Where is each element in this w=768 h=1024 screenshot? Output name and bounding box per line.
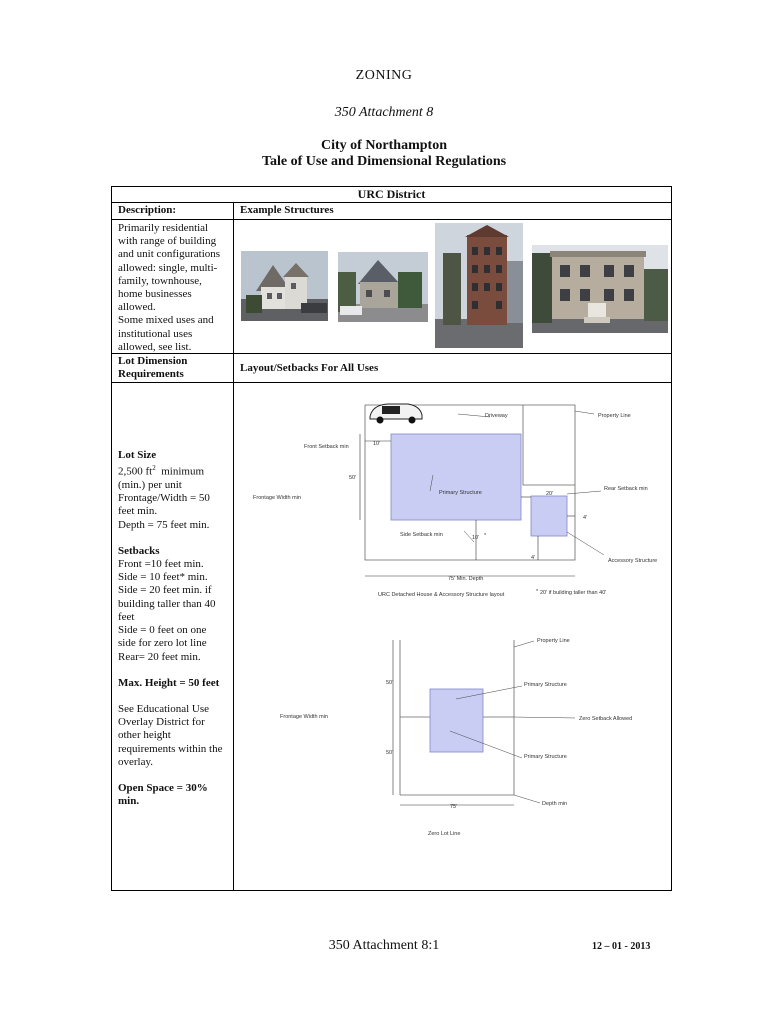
zero-lot-line-caption: Zero Lot Line [428, 831, 461, 837]
chapter-title: ZONING [355, 68, 413, 83]
city-title: City of Northampton [321, 138, 447, 153]
district-title: URC District [357, 187, 426, 201]
rear-setback-dim: 20' [546, 491, 554, 497]
primary-structure-rect [391, 434, 521, 520]
max-height: Max. Height = 50 feet [118, 676, 220, 689]
side-setback-asterisk: * [484, 533, 487, 539]
setbacks-title: Setbacks [118, 544, 160, 557]
accessory-structure-label: Accessory Structure [608, 558, 658, 564]
example-photo-house-2 [338, 252, 428, 322]
footnote-asterisk: * [536, 589, 539, 595]
front-setback-dim: 10' [373, 441, 381, 447]
accessory-rear-dim: 4' [531, 555, 536, 561]
side-setback-dim: 10' [472, 535, 480, 541]
frontage-width-label: Frontage Width min [280, 714, 328, 720]
front-setback-label: Front Setback min [304, 444, 349, 450]
diagram-caption: URC Detached House & Accessory Structure layout [378, 592, 505, 598]
lot-width-dim-top: 50' [386, 680, 394, 686]
row-divider [112, 382, 671, 383]
table-title: Tale of Use and Dimensional Regulations [261, 154, 507, 169]
zero-setback-label: Zero Setback Allowed [579, 716, 633, 722]
example-photo-apartment-tower [435, 223, 523, 348]
accessory-side-dim: 4' [583, 515, 588, 521]
page-number: 350 Attachment 8:1 [328, 938, 440, 953]
layout-header: Layout/Setbacks For All Uses [240, 362, 379, 374]
open-space: Open Space = 30% [118, 781, 208, 794]
row-divider [112, 219, 671, 220]
detached-house-layout-diagram [240, 395, 670, 610]
car-icon [370, 404, 422, 424]
min-depth-label: 75' Min. Depth [448, 576, 484, 582]
lot-size-title: Lot Size [118, 449, 157, 461]
property-line-label: Property Line [598, 413, 631, 419]
column-divider [233, 202, 234, 890]
primary-structure-label: Primary Structure [439, 490, 482, 496]
requirements-text: Lot Size 2,500 $ft^2$ minimum (min.) per unit Frontage/Width = 50 feet min. Depth = 75 feet min. Setbacks Front =10 feet min. Side = 10 feet* min. Side = 20 feet min. if building taller than 40 feet Side = 0 feet on one side for zero lot line Rear= 20 feet min. Max. Height = 50 feet See Educational Use Overlay District for other height requirements within the overlay. Open Space = 30% min. [118, 449, 232, 808]
example-photo-multifamily [532, 245, 668, 333]
rear-setback-label: Rear Setback min [604, 486, 648, 492]
depth-min-label: Depth min [542, 801, 568, 807]
lot-width-dim: 50' [349, 475, 357, 481]
description-text: Primarily residential with range of building and unit configurations allowed: single, multi- family, townhouse, home businesses allowed. Some mixed uses and institutional uses allowed, see list. [118, 222, 221, 353]
side-setback-label: Side Setback min [400, 532, 443, 538]
example-photo-house-1 [241, 251, 328, 321]
accessory-structure-rect [531, 496, 567, 536]
depth-dim: 75' [450, 804, 458, 810]
property-line-label: Property Line [537, 638, 570, 644]
revision-date: 12 – 01 - 2013 [592, 941, 651, 952]
frontage-width-label: Frontage Width min [253, 495, 301, 501]
lot-dimension-header: Lot Dimension Requirements [118, 355, 188, 381]
primary-structure-label-bottom: Primary Structure [524, 754, 567, 760]
driveway-outline [523, 405, 575, 485]
primary-structure-rect [430, 689, 483, 752]
examples-header: Example Structures [240, 204, 334, 216]
description-header: Description: [118, 204, 177, 216]
row-divider [112, 202, 671, 203]
footnote-label: 20' if building taller than 40' [540, 590, 607, 596]
lot-size-value: 2,500 $ft^2$ minimum [118, 464, 205, 478]
driveway-label: Driveway [485, 413, 508, 419]
zero-lot-line-diagram [270, 628, 670, 843]
attachment-title: 350 Attachment 8 [334, 105, 434, 120]
primary-structure-label-top: Primary Structure [524, 682, 567, 688]
lot-width-dim-bottom: 50' [386, 750, 394, 756]
